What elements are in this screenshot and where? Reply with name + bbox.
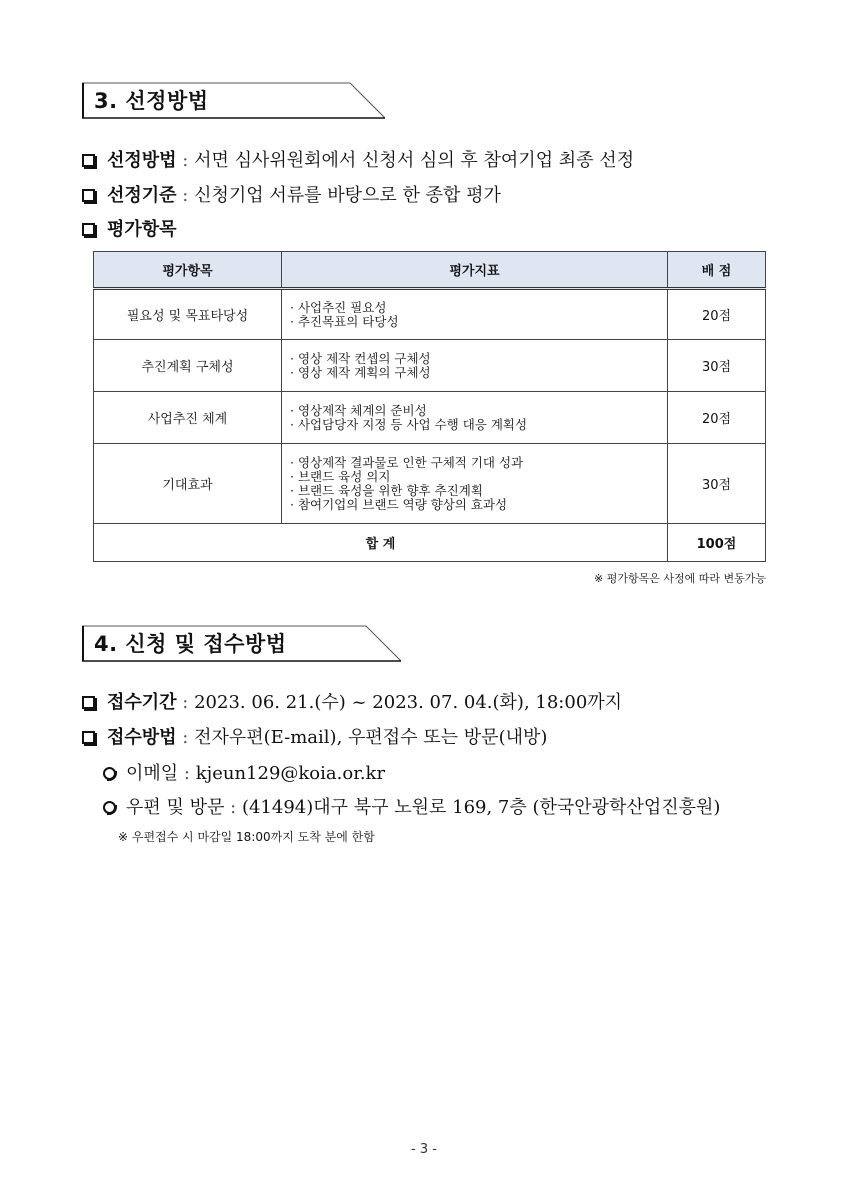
row-category: 기대효과 bbox=[94, 444, 282, 524]
header-category: 평가항목 bbox=[94, 252, 282, 289]
header-score: 배 점 bbox=[668, 252, 766, 289]
row-score: 30점 bbox=[668, 340, 766, 392]
row-indicators: · 사업추진 필요성 · 추진목표의 타당성 bbox=[282, 289, 668, 340]
table-total-row bbox=[94, 524, 766, 562]
table-header-row bbox=[94, 252, 766, 289]
circle-bullet-icon bbox=[103, 767, 116, 780]
total-label: 합 계 bbox=[94, 524, 668, 562]
bullet-selection-criteria: 선정기준 : 신청기업 서류를 바탕으로 한 종합 평가 bbox=[82, 181, 501, 207]
postal-note: ※ 우편접수 시 마감일 18:00까지 도착 분에 한함 bbox=[118, 830, 375, 844]
evaluation-table bbox=[93, 251, 766, 562]
bullet-evaluation-items: 평가항목 bbox=[82, 215, 177, 241]
row-category: 필요성 및 목표타당성 bbox=[94, 289, 282, 340]
email-address: kjeun129@koia.or.kr bbox=[195, 763, 386, 784]
row-indicators: · 영상제작 결과물로 인한 구체적 기대 성과 · 브랜드 육성 의지 · 브랜드 육성을 위한 향후 추진계획 · 참여기업의 브랜드 역량 향상의 효과성 bbox=[282, 444, 668, 524]
row-score: 30점 bbox=[668, 444, 766, 524]
checkbox-bullet-icon bbox=[82, 696, 95, 709]
bullet-application-method: 접수방법 : 전자우편(E-mail), 우편접수 또는 방문(내방) bbox=[82, 723, 547, 749]
page-number: - 3 - bbox=[411, 1142, 437, 1157]
row-indicators: · 영상 제작 컨셉의 구체성 · 영상 제작 계획의 구체성 bbox=[282, 340, 668, 392]
table-row bbox=[94, 392, 766, 444]
bullet-application-period: 접수기간 : 2023. 06. 21.(수) ~ 2023. 07. 04.(화), 18:00까지 bbox=[82, 688, 622, 714]
sub-item-post-visit: 우편 및 방문 : (41494)대구 북구 노원로 169, 7층 (한국안광학산업진흥원) bbox=[103, 793, 720, 819]
circle-bullet-icon bbox=[103, 801, 116, 814]
header-indicators: 평가지표 bbox=[282, 252, 668, 289]
checkbox-bullet-icon bbox=[82, 189, 95, 202]
table-row bbox=[94, 289, 766, 340]
row-score: 20점 bbox=[668, 392, 766, 444]
section-3-title bbox=[82, 82, 386, 118]
checkbox-bullet-icon bbox=[82, 223, 95, 236]
table-row bbox=[94, 340, 766, 392]
bullet-selection-method: 선정방법 : 서면 심사위원회에서 신청서 심의 후 참여기업 최종 선정 bbox=[82, 146, 634, 172]
checkbox-bullet-icon bbox=[82, 154, 95, 167]
postal-address: (41494)대구 북구 노원로 169, 7층 (한국안광학산업진흥원) bbox=[241, 797, 721, 818]
sub-item-email: 이메일 : kjeun129@koia.or.kr bbox=[103, 759, 385, 785]
row-score: 20점 bbox=[668, 289, 766, 340]
row-category: 추진계획 구체성 bbox=[94, 340, 282, 392]
section-4-title bbox=[82, 625, 402, 661]
section-4-title-text: 4. 신청 및 접수방법 bbox=[94, 632, 287, 656]
table-note: ※ 평가항목은 사정에 따라 변동가능 bbox=[594, 572, 766, 585]
row-indicators: · 영상제작 체계의 준비성 · 사업담당자 지정 등 사업 수행 대응 계획성 bbox=[282, 392, 668, 444]
section-3-title-text: 3. 선정방법 bbox=[94, 89, 209, 113]
table-row bbox=[94, 444, 766, 524]
row-category: 사업추진 체계 bbox=[94, 392, 282, 444]
checkbox-bullet-icon bbox=[82, 731, 95, 744]
total-score: 100점 bbox=[668, 524, 766, 562]
